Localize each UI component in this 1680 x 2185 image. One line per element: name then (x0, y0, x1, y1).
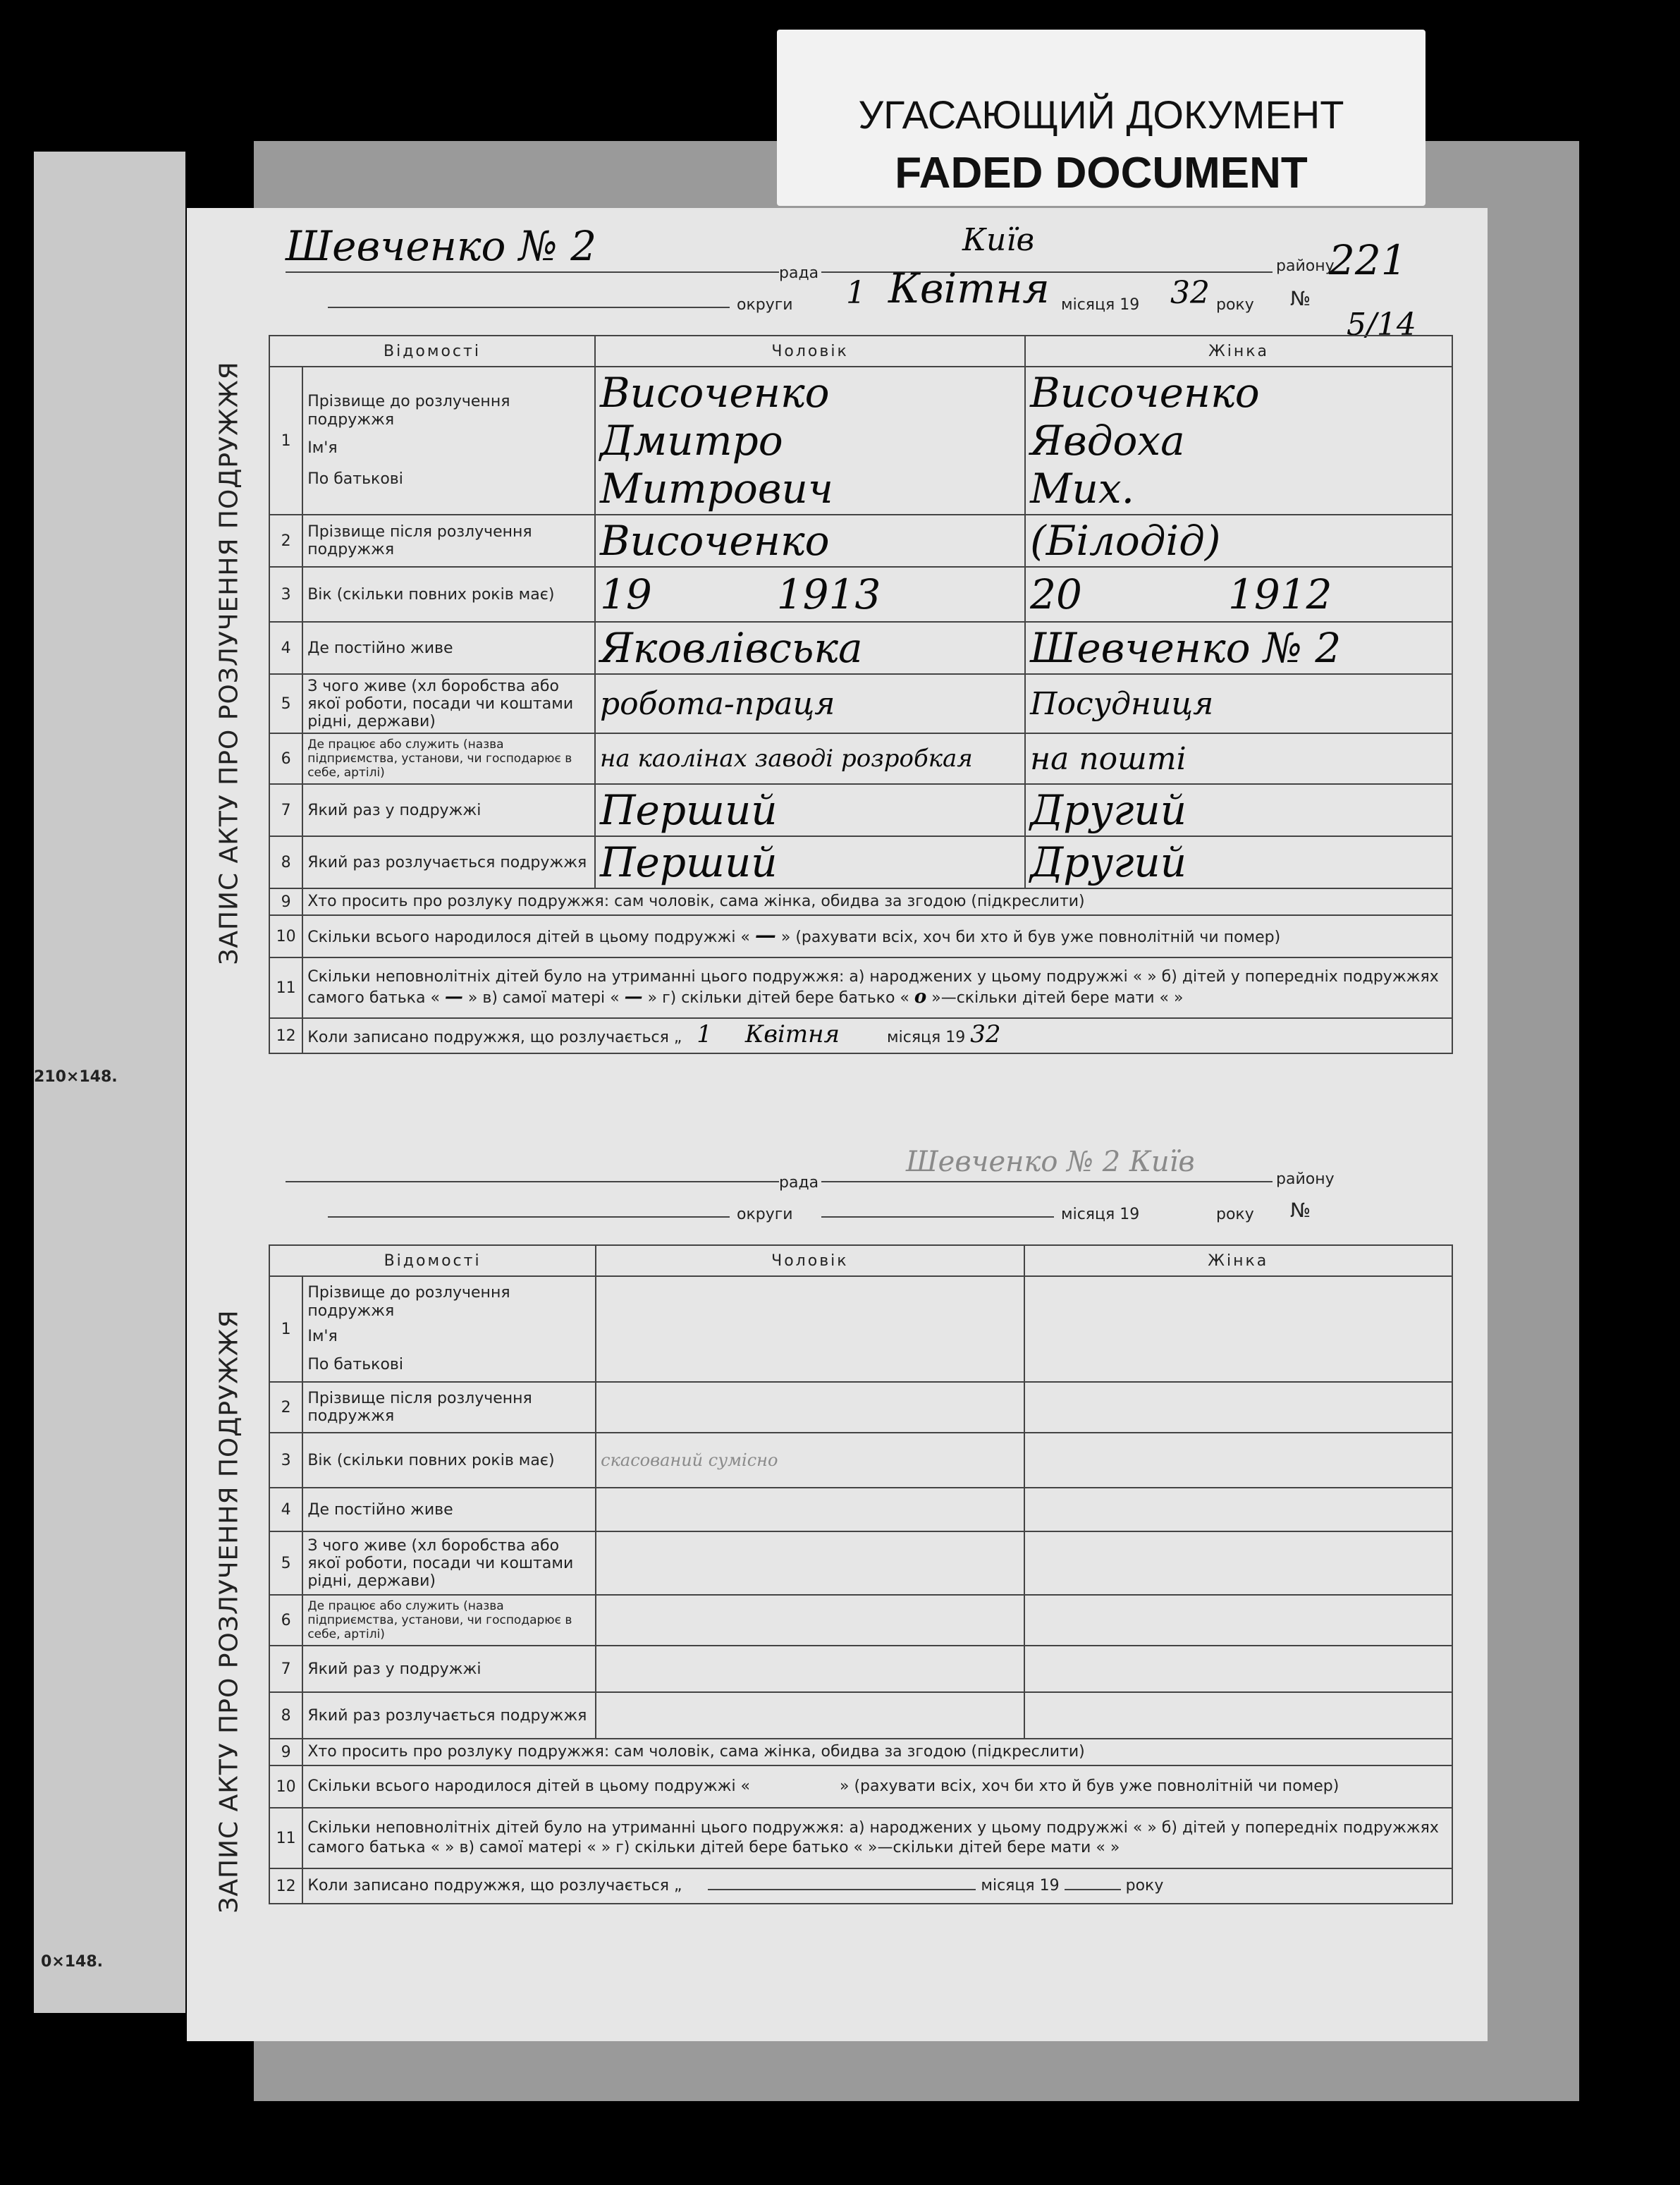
wife-surname-after (1024, 1382, 1452, 1433)
year-value: 32 (1170, 275, 1210, 311)
col-husband-header: Чоловік (596, 1245, 1024, 1276)
row-number: 9 (269, 888, 302, 915)
wife-surname-after: (Білодід) (1025, 515, 1452, 567)
document-page (187, 208, 1488, 2041)
month-label: місяця 19 (1061, 1206, 1140, 1223)
col-wife-header: Жінка (1024, 1245, 1452, 1276)
row-number: 3 (269, 1433, 302, 1488)
okruhy-line (328, 1216, 730, 1218)
row-label-workplace: Де працює або служить (назва підприємства, установи, чи господарює в себе, артілі) (302, 1595, 596, 1646)
row-number: 4 (269, 622, 302, 674)
row-label-residence: Де постійно живе (302, 1488, 596, 1531)
row-label-surname-after: Прізвище після розлучення подружжя (302, 1382, 596, 1433)
row-minor-children: Скільки неповнолітніх дітей було на утриманні цього подружжя: а) народжених у цьому подружжі « » б) дітей у попередніх подружжях самого батька « — » в) самої матері « — » г) скільки дітей бере батько « о »—скільки дітей бере мати « » (302, 957, 1452, 1018)
row-number: 12 (269, 1868, 302, 1904)
row-number: 5 (269, 1531, 302, 1595)
record-number: 221 (1329, 236, 1407, 284)
col-wife-header: Жінка (1025, 336, 1452, 367)
row-number: 2 (269, 1382, 302, 1433)
row-number: 3 (269, 567, 302, 622)
row-number: 11 (269, 957, 302, 1018)
dimension-label-bottom: 0×148. (41, 1953, 104, 1971)
wife-divorce-no (1024, 1692, 1452, 1739)
row-number: 1 (269, 1276, 302, 1382)
rada-label: рада (779, 264, 819, 282)
row-children-total: Скільки всього народилося дітей в цьому подружжі « » (рахувати всіх, хоч би хто й був уже повнолітній чи помер) (302, 1765, 1452, 1808)
wife-marriage-no: Другий (1025, 784, 1452, 836)
husband-surname-after: Височенко (595, 515, 1025, 567)
row-number: 5 (269, 674, 302, 733)
wife-livelihood: Посудниця (1025, 674, 1452, 733)
husband-workplace (596, 1595, 1024, 1646)
row-number: 10 (269, 1765, 302, 1808)
faded-document-stamp (777, 30, 1425, 206)
record-sub-number: 5/14 (1347, 307, 1416, 343)
row-recorded-date: Коли записано подружжя, що розлучається „ місяця 19 року (302, 1868, 1452, 1904)
row-label-age: Вік (скільки повних років має) (302, 567, 595, 622)
month-label: місяця 19 (1061, 296, 1140, 314)
wife-names: Височенко Явдоха Мих. (1025, 367, 1452, 515)
rayon-label: району (1276, 257, 1335, 275)
okruhy-label: округи (737, 296, 793, 314)
row-number: 8 (269, 836, 302, 888)
row-number: 6 (269, 733, 302, 784)
row-number: 4 (269, 1488, 302, 1531)
rada-label: рада (779, 1174, 819, 1192)
row-children-total: Скільки всього народилося дітей в цьому подружжі « — » (рахувати всіх, хоч би хто й був уже повнолітній чи помер) (302, 915, 1452, 957)
row-label-residence: Де постійно живе (302, 622, 595, 674)
col-info-header: Відомості (269, 1245, 596, 1276)
faint-stamp: Шевченко № 2 Київ (906, 1146, 1195, 1178)
husband-divorce-no: Перший (595, 836, 1025, 888)
okruhy-line (328, 307, 730, 308)
row-label-livelihood: З чого живе (хл боробства або якої роботи, посади чи коштами рідні, держави) (302, 1531, 596, 1595)
record-1-table (269, 335, 1453, 1054)
okruhy-label: округи (737, 1206, 793, 1223)
wife-residence (1024, 1488, 1452, 1531)
husband-marriage-no: Перший (595, 784, 1025, 836)
row-label-names: Прізвище до розлучення подружжя Ім'я По батькові (302, 1276, 596, 1382)
wife-residence: Шевченко № 2 (1025, 622, 1452, 674)
husband-marriage-no (596, 1646, 1024, 1692)
row-label-age: Вік (скільки повних років має) (302, 1433, 596, 1488)
rada-line (286, 271, 779, 273)
wife-age (1024, 1433, 1452, 1488)
husband-names (596, 1276, 1024, 1382)
row-number: 9 (269, 1739, 302, 1765)
row-label-marriage-no: Який раз у подружжі (302, 784, 595, 836)
row-label-surname-after: Прізвище після розлучення подружжя (302, 515, 595, 567)
row-who-requests: Хто просить про розлуку подружжя: сам чоловік, сама жінка, обидва за згодою (підкреслити) (302, 1739, 1452, 1765)
row-number: 7 (269, 784, 302, 836)
col-husband-header: Чоловік (595, 336, 1025, 367)
row-label-livelihood: З чого живе (хл боробства або якої роботи, посади чи коштами рідні, держави) (302, 674, 595, 733)
row-label-divorce-no: Який раз розлучається подружжя (302, 836, 595, 888)
row-label-marriage-no: Який раз у подружжі (302, 1646, 596, 1692)
husband-livelihood: робота-праця (595, 674, 1025, 733)
husband-age: 19 1913 (595, 567, 1025, 622)
number-label: № (1290, 287, 1311, 310)
stamp-line-english: FADED DOCUMENT (895, 149, 1308, 197)
row-who-requests: Хто просить про розлуку подружжя: сам чоловік, сама жінка, обидва за згодою (підкреслити) (302, 888, 1452, 915)
col-info-header: Відомості (269, 336, 595, 367)
wife-names (1024, 1276, 1452, 1382)
row-number: 2 (269, 515, 302, 567)
record-2-table (269, 1244, 1453, 1904)
dimension-label-top: 210×148. (34, 1068, 118, 1086)
year-label: року (1216, 1206, 1254, 1223)
wife-age: 20 1912 (1025, 567, 1452, 622)
row-number: 6 (269, 1595, 302, 1646)
wife-workplace (1024, 1595, 1452, 1646)
rayon-value: Київ (962, 222, 1035, 258)
husband-surname-after (596, 1382, 1024, 1433)
side-title: ЗАПИС АКТУ ПРО РОЗЛУЧЕННЯ ПОДРУЖЖЯ (214, 360, 244, 965)
row-number: 12 (269, 1018, 302, 1053)
row-number: 11 (269, 1808, 302, 1868)
day-value: 1 (846, 275, 866, 311)
wife-workplace: на пошті (1025, 733, 1452, 784)
divorce-record-1 (201, 208, 1456, 1061)
month-value: Квітня (888, 264, 1050, 312)
rayon-line (821, 1181, 1273, 1182)
row-recorded-date: Коли записано подружжя, що розлучається „ 1 Квітня місяця 19 32 (302, 1018, 1452, 1053)
husband-residence (596, 1488, 1024, 1531)
row-label-workplace: Де працює або служить (назва підприємства, установи, чи господарює в себе, артілі) (302, 733, 595, 784)
stamp-line-russian: УГАСАЮЩИЙ ДОКУМЕНТ (858, 92, 1344, 137)
row-number: 8 (269, 1692, 302, 1739)
month-line (821, 1216, 1054, 1218)
rayon-label: району (1276, 1170, 1335, 1188)
row-number: 10 (269, 915, 302, 957)
wife-divorce-no: Другий (1025, 836, 1452, 888)
side-title: ЗАПИС АКТУ ПРО РОЗЛУЧЕННЯ ПОДРУЖЖЯ (214, 1309, 244, 1914)
husband-age: скасований сумісно (596, 1433, 1024, 1488)
number-label: № (1290, 1199, 1311, 1222)
year-label: року (1216, 296, 1254, 314)
rada-line (286, 1181, 779, 1182)
husband-workplace: на каолінах заводі розробкая (595, 733, 1025, 784)
row-number: 1 (269, 367, 302, 515)
wife-marriage-no (1024, 1646, 1452, 1692)
husband-divorce-no (596, 1692, 1024, 1739)
row-number: 7 (269, 1646, 302, 1692)
husband-names: Височенко Дмитро Митрович (595, 367, 1025, 515)
row-minor-children: Скільки неповнолітніх дітей було на утриманні цього подружжя: а) народжених у цьому подружжі « » б) дітей у попередніх подружжях самого батька « » в) самої матері « » г) скільки дітей бере батько « »—скільки дітей бере мати « » (302, 1808, 1452, 1868)
divorce-record-2 (201, 1139, 1456, 2027)
left-background-page (34, 152, 185, 2013)
rada-value: Шевченко № 2 (286, 222, 597, 270)
row-label-names: Прізвище до розлучення подружжя Ім'я По батькові (302, 367, 595, 515)
wife-livelihood (1024, 1531, 1452, 1595)
husband-residence: Яковлівська (595, 622, 1025, 674)
husband-livelihood (596, 1531, 1024, 1595)
row-label-divorce-no: Який раз розлучається подружжя (302, 1692, 596, 1739)
